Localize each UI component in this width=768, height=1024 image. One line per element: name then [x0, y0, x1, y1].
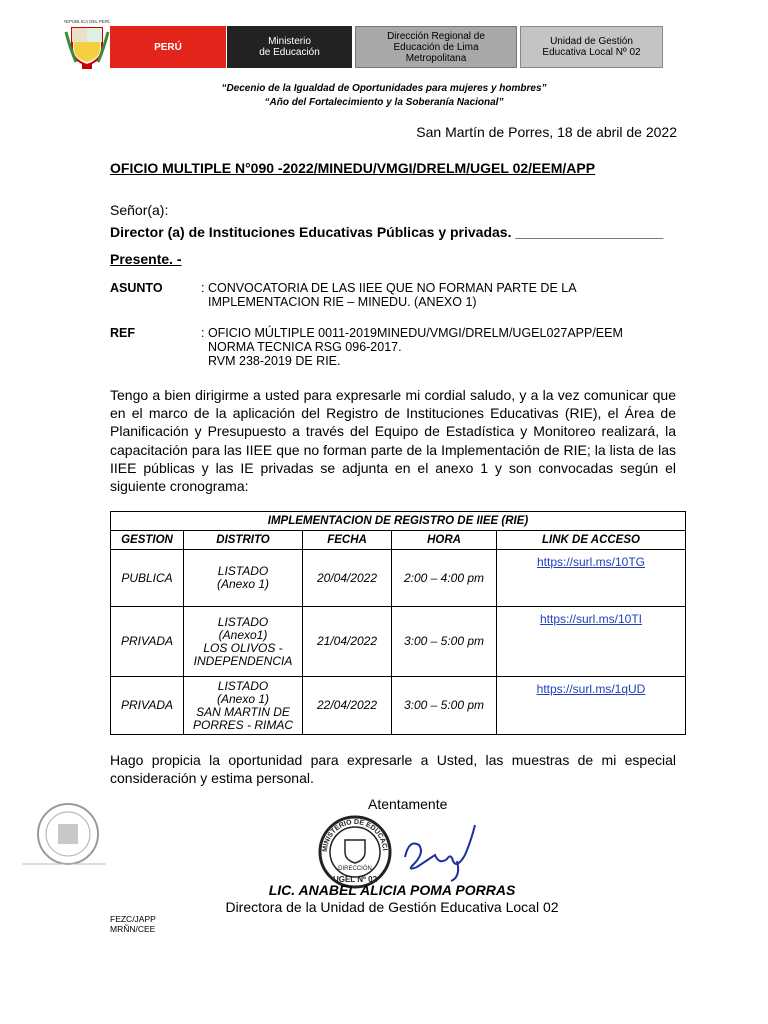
slogan-anio: “Año del Fortalecimiento y la Soberanía Nacional”	[264, 97, 504, 108]
cell-distrito: LISTADO (Anexo 1)	[184, 550, 303, 607]
cell-hora: 2:00 – 4:00 pm	[392, 550, 497, 607]
cell-fecha: 21/04/2022	[303, 607, 392, 677]
official-seal	[317, 814, 393, 890]
oficio-number: OFICIO MULTIPLE N°090 -2022/MINEDU/VMGI/DRELM/UGEL 02/EEM/APP	[110, 160, 596, 176]
access-link[interactable]: https://surl.ms/1qUD	[536, 682, 646, 696]
header-fecha: FECHA	[303, 531, 392, 550]
recipient: Director (a) de Instituciones Educativas Públicas y privadas. ___________________	[110, 224, 664, 240]
table-row	[111, 550, 686, 607]
table-row	[111, 607, 686, 677]
slogan-decenio: “Decenio de la Igualdad de Oportunidades para mujeres y hombres”	[221, 83, 547, 94]
peru-label: PERÚ	[110, 26, 226, 68]
ministerio-label: Ministerio de Educación	[227, 26, 352, 68]
asunto-text: : CONVOCATORIA DE LAS IIEE QUE NO FORMAN PARTE DE LA IMPLEMENTACION RIE – MINEDU. (ANEXO 1)	[201, 281, 577, 309]
faded-stamp	[22, 800, 106, 868]
cell-distrito: LISTADO (Anexo 1) SAN MARTIN DE PORRES - RIMAC	[184, 677, 303, 735]
cell-gestion: PUBLICA	[111, 550, 184, 607]
svg-text:UGEL Nº 02: UGEL Nº 02	[332, 875, 378, 884]
header-hora: HORA	[392, 531, 497, 550]
presente-label: Presente. -	[110, 251, 182, 267]
access-link[interactable]: https://surl.ms/10TG	[536, 555, 646, 569]
cell-link	[497, 607, 686, 677]
cronograma-table	[110, 511, 686, 735]
svg-text:REPÚBLICA DEL PERÚ: REPÚBLICA DEL PERÚ	[64, 19, 110, 24]
signer-name: LIC. ANABEL ALICIA POMA PORRAS	[268, 882, 516, 898]
body-paragraph: Tengo a bien dirigirme a usted para expresarle mi cordial saludo, y a la vez comunicar que en el marco de la aplicación del Registro de Instituciones Educativas (RIE), el Área de Planificación y Presupuesto a través del Equipo de Estadística y Monitoreo realizará, la capacitación para las IIEE que no forman parte de la Implementación de RIE; la lista de las IIEE públicas y las IE privadas se adjunta en el anexo 1 y son convocadas según el siguiente cronograma:	[110, 387, 676, 495]
closing-paragraph: Hago propicia la oportunidad para expresarle a Usted, las muestras de mi especial consideración y estima personal.	[110, 752, 676, 787]
cell-link	[497, 550, 686, 607]
cell-gestion: PRIVADA	[111, 677, 184, 735]
header-link: LINK DE ACCESO	[497, 531, 686, 550]
cell-fecha: 20/04/2022	[303, 550, 392, 607]
dre-label: Dirección Regional de Educación de Lima Metropolitana	[355, 26, 517, 68]
table-header-row	[111, 531, 686, 550]
cell-link	[497, 677, 686, 735]
ugel-label: Unidad de Gestión Educativa Local Nº 02	[520, 26, 663, 68]
initials: FEZC/JAPP MRÑN/CEE	[110, 914, 156, 934]
peru-coat-of-arms-logo	[64, 18, 110, 70]
svg-text:DIRECCIÓN: DIRECCIÓN	[338, 866, 372, 872]
access-link[interactable]: https://surl.ms/10TI	[539, 612, 643, 626]
cell-distrito: LISTADO (Anexo1) LOS OLIVOS - INDEPENDENCIA	[184, 607, 303, 677]
cell-hora: 3:00 – 5:00 pm	[392, 607, 497, 677]
signer-title: Directora de la Unidad de Gestión Educativa Local 02	[225, 899, 559, 915]
handwritten-signature	[395, 815, 485, 885]
cell-hora: 3:00 – 5:00 pm	[392, 677, 497, 735]
header-gestion: GESTION	[111, 531, 184, 550]
document-date: San Martín de Porres, 18 de abril de 2022	[416, 124, 677, 140]
table-row	[111, 677, 686, 735]
salutation: Señor(a):	[110, 202, 169, 218]
svg-text:MINISTERIO DE EDUCACIÓN: MINISTERIO DE EDUCACI	[321, 818, 388, 853]
ref-label: REF	[110, 326, 135, 340]
cell-gestion: PRIVADA	[111, 607, 184, 677]
table-title: IMPLEMENTACION DE REGISTRO DE IIEE (RIE)	[111, 512, 686, 531]
header-distrito: DISTRITO	[184, 531, 303, 550]
asunto-label: ASUNTO	[110, 281, 163, 295]
atentamente: Atentamente	[368, 796, 448, 812]
cell-fecha: 22/04/2022	[303, 677, 392, 735]
ref-text: : OFICIO MÚLTIPLE 0011-2019MINEDU/VMGI/DRELM/UGEL027APP/EEM NORMA TECNICA RSG 096-2017. RVM 238-2019 DE RIE.	[201, 326, 623, 368]
